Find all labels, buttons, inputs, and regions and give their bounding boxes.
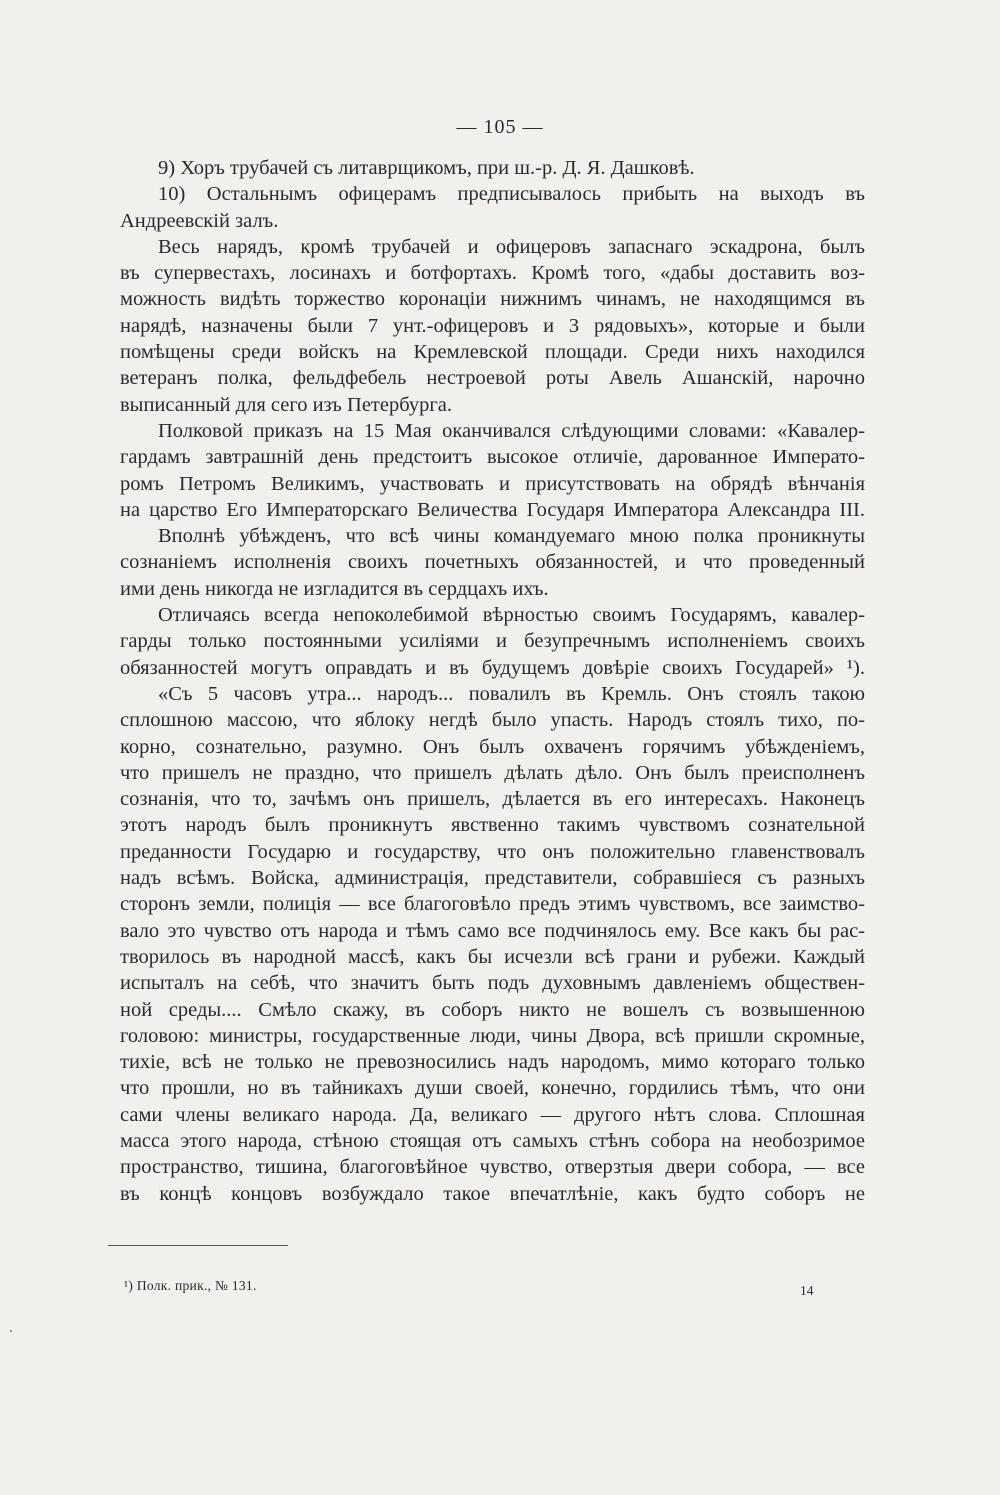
text-line: сознаніемъ исполненія своихъ почетныхъ обязанностей, и что проведенный	[120, 551, 865, 574]
text-line: Отличаясь всегда непоколебимой вѣрностью своимъ Государямъ, кавалер-	[158, 604, 865, 627]
text-line: творилось въ народной массѣ, какъ бы исчезли всѣ грани и рубежи. Каждый	[120, 945, 865, 968]
text-line: этотъ народъ былъ проникнутъ явственно такимъ чувствомъ сознательной	[120, 814, 865, 837]
text-line: 9) Хоръ трубачей съ литаврщикомъ, при ш.-р. Д. Я. Дашковѣ.	[158, 157, 695, 179]
text-line: нарядѣ, назначены были 7 унт.-офицеровъ и 3 рядовыхъ», которые и были	[120, 314, 865, 337]
text-line: корно, сознательно, разумно. Онъ былъ охваченъ горячимъ убѣжденіемъ,	[120, 735, 865, 758]
text-line: можность видѣть торжество коронаціи нижнимъ чинамъ, не находящимся въ	[120, 288, 865, 311]
text-line: Весь нарядъ, кромѣ трубачей и офицеровъ запаснаго эскадрона, былъ	[158, 235, 865, 258]
text-line: «Съ 5 часовъ утра... народъ... повалилъ въ Кремль. Онъ стоялъ такою	[158, 682, 865, 705]
text-line: въ концѣ концовъ возбуждало такое впечатлѣніе, какъ будто соборъ не	[120, 1182, 865, 1205]
text-line: Полковой приказъ на 15 Мая оканчивался слѣдующими словами: «Кавалер-	[158, 419, 865, 442]
text-line: помѣщены среди войскъ на Кремлевской площади. Среди нихъ находился	[120, 341, 865, 364]
paper-speck	[10, 1330, 12, 1332]
text-line: преданности Государю и государству, что онъ положительно главенствовалъ	[120, 840, 865, 863]
text-line: сознанія, что то, зачѣмъ онъ пришелъ, дѣлается въ его интересахъ. Наконецъ	[120, 788, 865, 811]
text-line: головою: министры, государственные люди, чины Двора, всѣ пришли скромные,	[120, 1024, 865, 1047]
text-line: ной среды.... Смѣло скажу, въ соборъ никто не вошелъ съ возвышенною	[120, 998, 865, 1021]
text-line: ими день никогда не изгладится въ сердцахъ ихъ.	[120, 577, 549, 600]
signature-mark: 14	[800, 1283, 814, 1298]
text-line: сплошною массою, что яблоку негдѣ было упасть. Народъ стоялъ тихо, по-	[120, 709, 865, 732]
footnote-divider	[108, 1245, 288, 1246]
text-line: ромъ Петромъ Великимъ, участвовать и присутствовать на обрядѣ вѣнчанія	[120, 472, 865, 495]
text-line: на царство Его Императорскаго Величества Государя Императора Александра III.	[120, 498, 865, 521]
text-line: что прошли, но въ тайникахъ души своей, конечно, гордились тѣмъ, что они	[120, 1077, 865, 1100]
body-text	[120, 155, 865, 1207]
text-line: обязанностей могутъ оправдать и въ будущемъ довѣріе своихъ Государей» ¹).	[120, 656, 865, 679]
text-line: Вполнѣ убѣжденъ, что всѣ чины командуемаго мною полка проникнуты	[158, 525, 865, 548]
text-line: ветеранъ полка, фельдфебель нестроевой роты Авель Ашанскій, нарочно	[120, 367, 865, 390]
text-line: тихіе, всѣ не только не превозносились надъ народомъ, мимо котораго только	[120, 1051, 865, 1074]
text-line: гардамъ завтрашній день предстоитъ высокое отличіе, дарованное Императо-	[120, 446, 865, 469]
text-line: пространство, тишина, благоговѣйное чувство, отверзтыя двери собора, — все	[120, 1156, 865, 1179]
text-line: надъ всѣмъ. Войска, администрація, представители, собравшіеся съ разныхъ	[120, 867, 865, 890]
text-line: масса этого народа, стѣною стоящая отъ самыхъ стѣнъ собора на необозримое	[120, 1129, 865, 1152]
text-line: испыталъ на себѣ, что значитъ быть подъ духовнымъ давленіемъ обществен-	[120, 972, 865, 995]
page-number: — 105 —	[456, 116, 544, 138]
text-line: вало это чувство отъ народа и тѣмъ само все подчинялось ему. Все какъ бы рас-	[120, 919, 865, 942]
text-line: сторонъ земли, полиція — все благоговѣло предъ этимъ чувствомъ, все заимство-	[120, 893, 865, 916]
footnote: ¹) Полк. прик., № 131.	[124, 1278, 257, 1293]
text-line: что пришелъ не праздно, что пришелъ дѣлать дѣло. Онъ былъ преисполненъ	[120, 761, 865, 784]
text-line: въ супервестахъ, лосинахъ и ботфортахъ. Кромѣ того, «дабы доставить воз-	[120, 262, 865, 285]
text-line: 10) Остальнымъ офицерамъ предписывалось прибыть на выходъ въ	[158, 183, 865, 206]
text-line: Андреевскій залъ.	[120, 209, 279, 232]
text-line: гарды только постоянными усиліями и безупречнымъ исполненіемъ своихъ	[120, 630, 865, 653]
text-line: сами члены великаго народа. Да, великаго — другого нѣтъ слова. Сплошная	[120, 1103, 865, 1126]
text-line: выписанный для сего изъ Петербурга.	[120, 393, 453, 416]
